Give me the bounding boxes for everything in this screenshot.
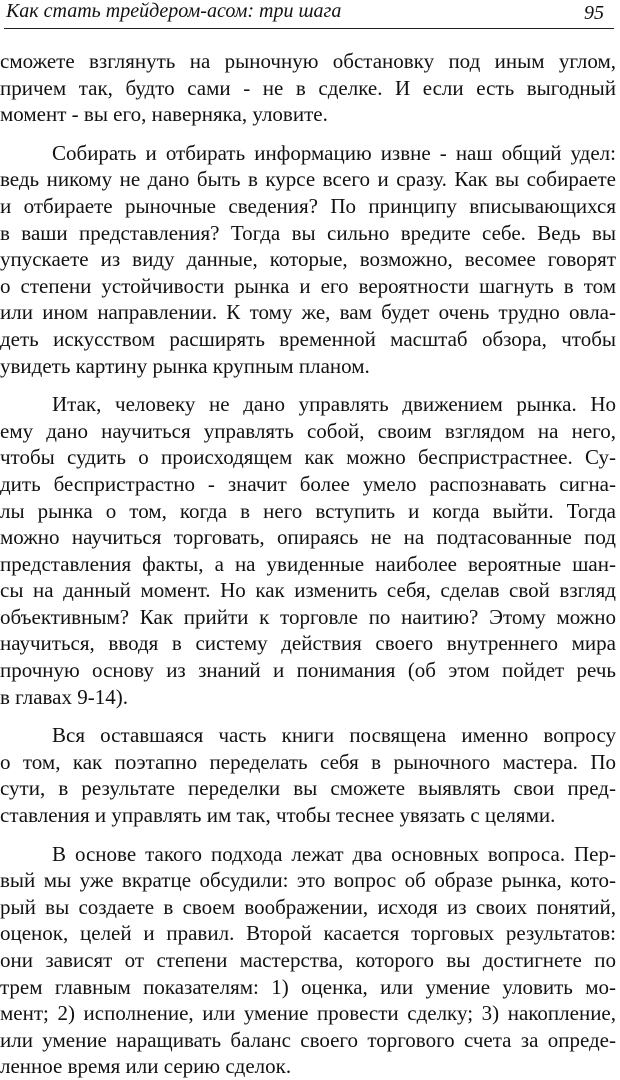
text-line: Вся оставшаяся часть книги посвящена именно вопросу xyxy=(52,723,616,748)
text-line: о том, как поэтапно переделать себя в рыночного мастера. По xyxy=(0,749,616,774)
text-line: трем главным показателям: 1) оценка, или умение уловить мо- xyxy=(0,974,616,999)
paragraph-gap xyxy=(0,710,616,722)
text-line: сути, в результате переделки вы сможете выявлять свои пред- xyxy=(0,776,616,801)
text-line: научиться, вводя в систему действия своего внутреннего мира xyxy=(0,631,616,656)
text-line: причем так, будто сами - не в сделке. И если есть выгодный xyxy=(0,75,616,100)
text-line: сможете взглянуть на рыночную обстановку под иным углом, xyxy=(0,49,616,73)
paragraph-3 xyxy=(0,391,616,710)
text-line: в ваши представления? Тогда вы сильно вредите себе. Ведь вы xyxy=(0,220,616,245)
paragraph-4 xyxy=(0,722,616,828)
text-line: лы рынка о том, когда в него вступить и когда выйти. Тогда xyxy=(0,498,616,523)
paragraph-2 xyxy=(0,140,616,379)
text-line: прочную основу из знаний и понимания (об этом пойдет речь xyxy=(0,658,616,683)
text-line: и отбираете рыночные сведения? По принципу вписывающихся xyxy=(0,193,616,218)
text-line: момент - вы его, наверняка, уловите. xyxy=(0,102,328,127)
text-line: чтобы судить о происходящем как можно беспристрастнее. Су- xyxy=(0,445,616,470)
page-number: 95 xyxy=(584,2,604,24)
text-line: ленное время или серию сделок. xyxy=(0,1054,292,1079)
running-header xyxy=(4,0,614,29)
text-line: Итак, человеку не дано управлять движением рынка. Но xyxy=(52,392,616,417)
text-line: дить беспристрастно - значит более умело распознавать сигна- xyxy=(0,471,616,496)
paragraph-gap xyxy=(0,379,616,391)
text-line: представления факты, а на увиденные наиболее вероятные шан- xyxy=(0,551,616,576)
text-line: В основе такого подхода лежат два основных вопроса. Пер- xyxy=(52,841,616,866)
text-line: или ином направлении. К тому же, вам будет очень трудно овла- xyxy=(0,300,616,325)
text-line: ведь никому не дано быть в курсе всего и сразу. Как вы собираете xyxy=(0,167,616,192)
text-line: ставления и управлять им так, чтобы теснее увязать с целями. xyxy=(0,803,556,828)
text-line: в главах 9-14). xyxy=(0,684,128,709)
text-line: или умение наращивать баланс своего торгового счета за опреде- xyxy=(0,1027,616,1052)
text-line: оценок, целей и правил. Второй касается торговых результатов: xyxy=(0,921,616,946)
paragraph-1 xyxy=(0,48,616,128)
text-line: упускаете из виду данные, которые, возможно, весомее говорят xyxy=(0,247,616,272)
text-line: сы на данный момент. Но как изменить себя, сделав свой взгляд xyxy=(0,578,616,603)
text-line: объективным? Как прийти к торговле по наитию? Этому можно xyxy=(0,604,616,629)
text-line: мент; 2) исполнение, или умение провести сделку; 3) накопление, xyxy=(0,1001,616,1026)
paragraph-gap xyxy=(0,128,616,140)
text-line: вый мы уже вкратце обсудили: это вопрос об образе рынка, кото- xyxy=(0,868,616,893)
running-title: Как стать трейдером-асом: три шага xyxy=(6,0,342,22)
paragraph-gap xyxy=(0,829,616,841)
text-line: они зависят от степени мастерства, которого вы достигнете по xyxy=(0,948,616,972)
paragraph-5 xyxy=(0,841,616,1080)
text-line: можно научиться торговать, опираясь не на подтасованные под xyxy=(0,525,616,550)
text-line: ему дано научиться управлять собой, своим взглядом на него, xyxy=(0,418,616,443)
text-line: о степени устойчивости рынка и его вероятности шагнуть в том xyxy=(0,273,616,298)
body-text xyxy=(0,48,616,1080)
text-line: увидеть картину рынка крупным планом. xyxy=(0,353,370,378)
text-line: рый вы создаете в своем воображении, исходя из своих понятий, xyxy=(0,894,616,919)
text-line: Собирать и отбирать информацию извне - наш общий удел: xyxy=(52,140,616,165)
text-line: деть искусством расширять временной масштаб обзора, чтобы xyxy=(0,326,616,351)
